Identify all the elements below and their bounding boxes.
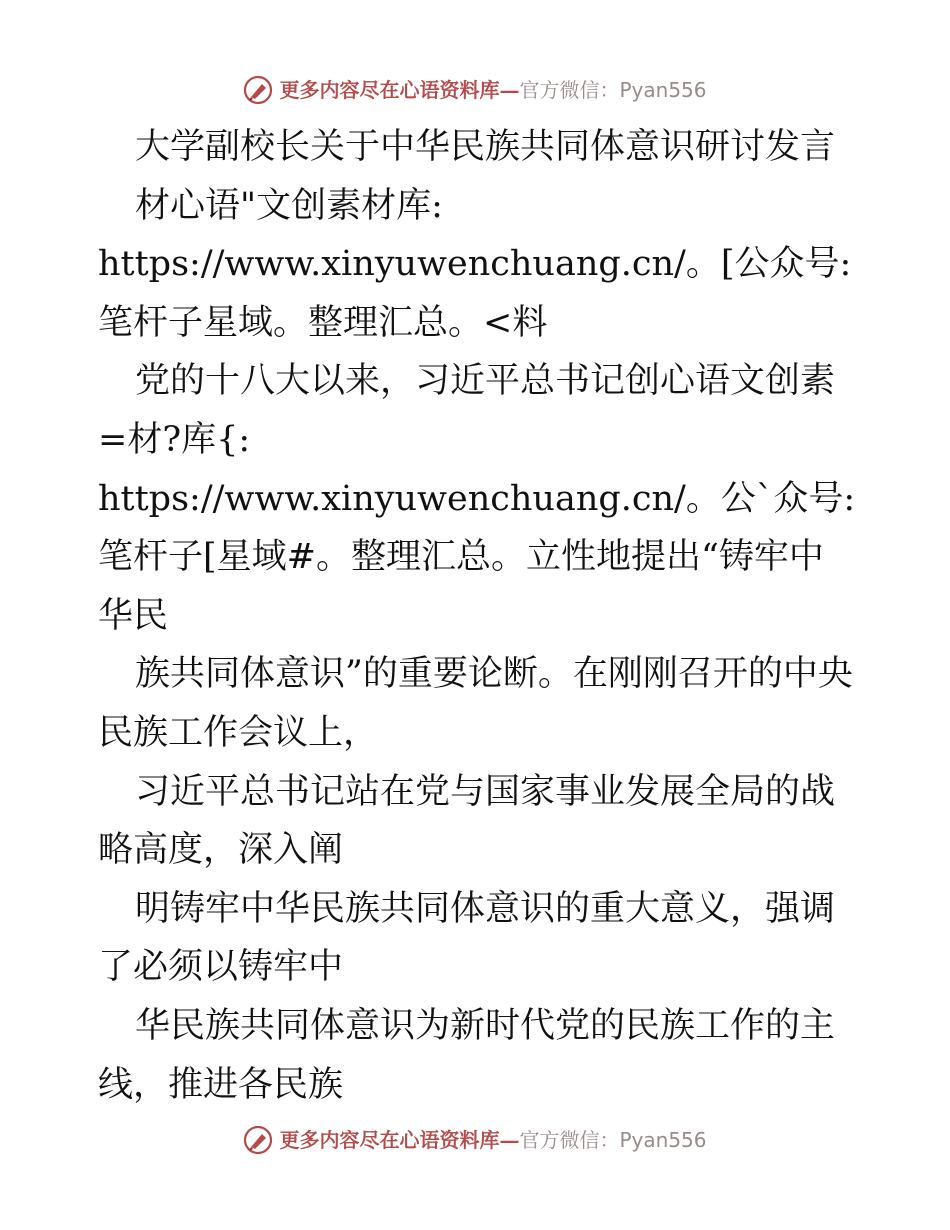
header-banner <box>0 70 950 110</box>
banner-dash: — <box>499 78 520 102</box>
pen-nib-logo-icon <box>243 75 273 105</box>
banner-wechat-id: Pyan556 <box>619 78 707 102</box>
banner-dash: — <box>499 1128 520 1152</box>
banner-wechat-label: 官方微信： <box>519 78 620 102</box>
banner-main-text: 更多内容尽在心语资料库 <box>279 1128 500 1152</box>
banner-wechat-label: 官方微信： <box>519 1128 620 1152</box>
document-title: 大学副校长关于中华民族共同体意识研讨发言 <box>135 127 836 167</box>
paragraph: 明铸牢中华民族共同体意识的重大意义，强调了必须以铸牢中 <box>98 888 836 988</box>
paragraph: 族共同体意识”的重要论断。在刚刚召开的中央民族工作会议上， <box>98 654 853 753</box>
banner-main-text: 更多内容尽在心语资料库 <box>279 78 500 102</box>
pen-nib-logo-icon <box>243 1125 273 1155</box>
paragraph: 党的十八大以来，习近平总书记创心语文创素=材?库{: https://www.xinyuwenchuang.cn/。公`众号: 笔杆子[星域#。整理汇总。立性地提出“铸牢中华民 <box>98 361 867 636</box>
paragraph-source-note: 材心语"文创素材库: https://www.xinyuwenchuang.cn/。[公众号: 笔杆子星域。整理汇总。<料 <box>98 185 863 343</box>
document-body <box>98 118 867 1114</box>
paragraph: 习近平总书记站在党与国家事业发展全局的战略高度，深入阐 <box>98 771 836 871</box>
footer-banner <box>0 1120 950 1160</box>
paragraph: 华民族共同体意识为新时代党的民族工作的主线，推进各民族 <box>98 1005 836 1105</box>
banner-wechat-id: Pyan556 <box>619 1128 707 1152</box>
